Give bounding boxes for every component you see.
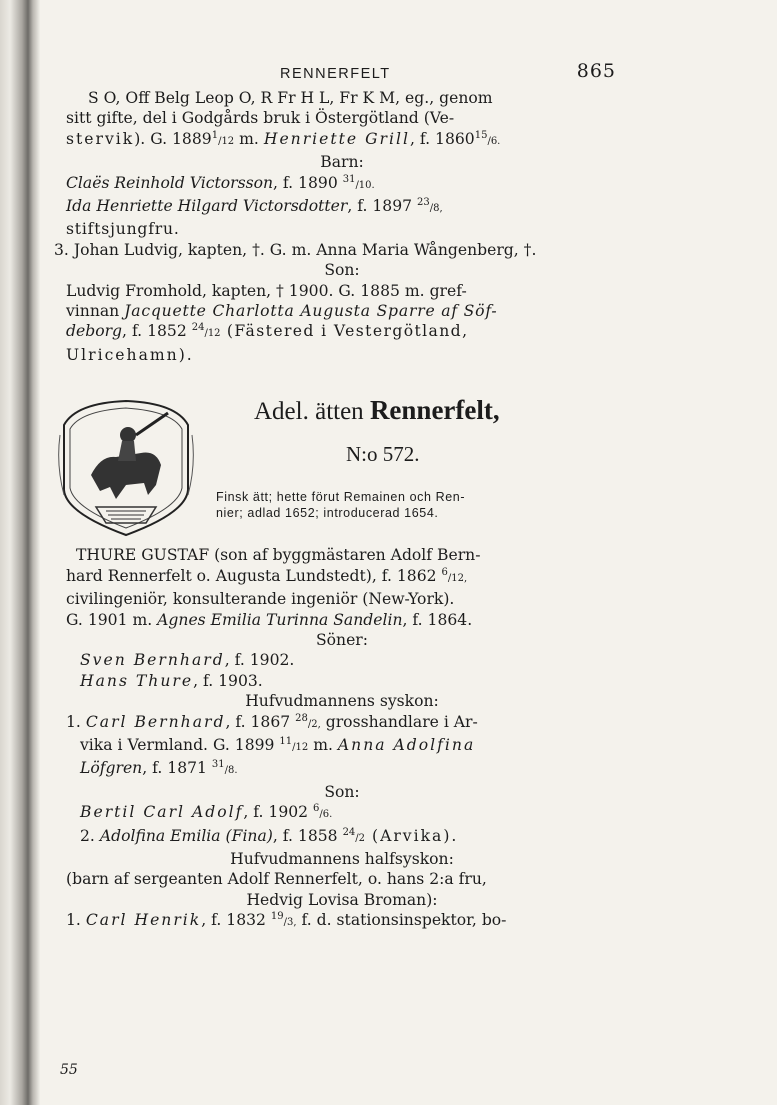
date-sub: /6. (319, 809, 333, 821)
subheading-barn: Barn: (320, 153, 364, 172)
date-sup: 31 (211, 759, 225, 771)
person-name: Bertil Carl Adolf (80, 803, 244, 822)
list-number: 2. (80, 826, 100, 845)
main-line (66, 610, 618, 630)
date-sup: 24 (342, 826, 356, 838)
intro-line (66, 129, 618, 152)
main-line: civilingeniör, konsulterande ingeniör (New-York). (66, 590, 455, 609)
text-fragment: m. (234, 129, 264, 148)
text-fragment: grosshandlare i Ar- (320, 712, 478, 731)
date-sub: /2 (355, 832, 366, 844)
date-sub: /8. (224, 765, 238, 777)
main-entry-section (66, 545, 618, 933)
text-fragment: , f. 1890 (273, 173, 343, 192)
date-sub: /8, (429, 203, 443, 215)
subheading-son: Son: (324, 261, 360, 280)
main-line: THURE GUSTAF (son af byggmästaren Adolf Bern- (76, 546, 481, 565)
person-name: Anna Adolfina (337, 735, 476, 754)
text-fragment: ). G. 1889 (134, 129, 212, 148)
family-note (216, 489, 616, 521)
text-fragment: , f. 1902 (243, 803, 314, 822)
text-fragment: f. d. stationsinspektor, bo- (296, 911, 507, 930)
text-fragment: , f. 1897 (347, 197, 417, 216)
grandson-entry (66, 802, 618, 825)
title-prefix: Adel. ätten (254, 398, 370, 426)
text-fragment: , f. 1852 (122, 322, 192, 341)
intro-line: sitt gifte, del i Godgårds bruk i Östergötland (Ve- (66, 109, 455, 128)
intro-section (66, 88, 618, 240)
running-title: RENNERFELT (280, 66, 391, 82)
entry-line (66, 301, 618, 321)
text-fragment: , f. 1871 (142, 759, 212, 778)
text-fragment: vika i Vermland. G. 1899 (80, 735, 280, 754)
family-name: Rennerfelt, (369, 395, 500, 426)
date-sup: 24 (191, 322, 205, 334)
half-sibling-intro: Hedvig Lovisa Broman): (246, 890, 438, 909)
person-name: Agnes Emilia Turinna Sandelin (157, 610, 403, 629)
page-header (66, 58, 618, 88)
son-entry (66, 671, 618, 691)
text-fragment: , f. 1903. (193, 671, 263, 690)
entry-line: Ulricehamn). (66, 345, 194, 364)
date-sup: 31 (342, 173, 356, 185)
entry-line: Ludvig Fromhold, kapten, † 1900. G. 1885 m. gref- (66, 281, 467, 300)
list-number: 1. (66, 911, 86, 930)
date-sub: /12 (204, 328, 221, 340)
sibling-entry (66, 826, 618, 849)
sibling-entry-continued (66, 758, 618, 781)
place-name: stervik (66, 129, 135, 148)
entry-line (66, 321, 618, 344)
child-entry (66, 173, 618, 196)
family-number: N:o 572. (346, 442, 420, 467)
person-name: Carl Henrik (85, 911, 202, 930)
main-line (66, 566, 618, 589)
text-fragment: , f. 1860 (409, 129, 475, 148)
child-entry (66, 196, 618, 219)
person-name: Claës Reinhold Victorsson (66, 173, 274, 192)
person-name: Löfgren (80, 759, 143, 778)
person-name: Hans Thure (80, 671, 194, 690)
text-fragment: vinnan (66, 302, 125, 321)
half-sibling-intro: (barn af sergeanten Adolf Rennerfelt, o. hans 2:a fru, (66, 870, 487, 889)
text-fragment: , f. 1832 (201, 911, 271, 930)
text-fragment: , f. 1867 (225, 712, 296, 731)
date-sup: 28 (295, 712, 308, 724)
date-sub: /12, (447, 572, 468, 584)
date-sup: 23 (417, 196, 430, 208)
date-sup: 6 (313, 802, 320, 814)
subheading-son: Son: (324, 782, 360, 801)
half-sibling-entry (66, 910, 618, 933)
person-name: deborg (66, 322, 123, 341)
text-fragment: , f. 1864. (402, 610, 473, 629)
subheading-halfsyskon: Hufvudmannens halfsyskon: (230, 849, 454, 868)
person-name: Jacquette Charlotta Augusta Sparre af Söf- (124, 302, 498, 321)
date-sub: /6. (487, 135, 501, 147)
text-fragment: , f. 1902. (224, 651, 295, 670)
book-binding-edge (0, 0, 40, 1105)
sibling-entry (66, 712, 618, 735)
person-name: Adolfina Emilia (Fina) (99, 826, 273, 845)
family-note-line: Finsk ätt; hette förut Remainen och Ren- (216, 490, 466, 505)
signature-mark: 55 (60, 1062, 78, 1078)
text-fragment: G. 1901 m. (66, 610, 158, 629)
family-title (254, 395, 500, 426)
entry-3-section (54, 240, 618, 365)
intro-line: S O, Off Belg Leop O, R Fr H L, Fr K M, eg., genom (88, 89, 493, 107)
date-sub: /12 (218, 135, 235, 147)
date-sup: 6 (441, 566, 448, 578)
subheading-syskon: Hufvudmannens syskon: (245, 692, 439, 711)
document-page (54, 58, 618, 1098)
family-note-line: nier; adlad 1652; introducerad 1654. (216, 506, 439, 521)
son-entry (66, 650, 618, 670)
person-name: Carl Bernhard (85, 712, 226, 731)
entry-line: 3. Johan Ludvig, kapten, †. G. m. Anna Maria Wångenberg, †. (54, 240, 537, 259)
child-entry-continued: stiftsjungfru. (66, 220, 180, 239)
person-name: Henriette Grill (263, 129, 410, 148)
person-name: Ida Henriette Hilgard Victorsdotter (66, 197, 348, 216)
date-sub: /2, (307, 718, 321, 730)
list-number: 1. (66, 712, 86, 731)
date-sup: 11 (279, 735, 293, 747)
date-sub: /10. (355, 179, 375, 191)
family-heading-block (66, 395, 618, 545)
page-number: 865 (576, 60, 616, 82)
date-sup: 1 (211, 129, 219, 141)
date-sub: /3, (283, 917, 297, 929)
text-fragment: , f. 1858 (272, 826, 343, 845)
subheading-soner: Söner: (315, 630, 369, 649)
text-fragment: hard Rennerfelt o. Augusta Lundstedt), f. 1862 (66, 566, 442, 585)
date-sup: 19 (270, 911, 284, 922)
date-sup: 15 (474, 129, 488, 141)
person-name: Sven Bernhard (80, 651, 225, 670)
date-sub: /12 (292, 741, 309, 753)
sibling-entry-continued (66, 735, 618, 758)
place-name: (Fästered i Vestergötland, (220, 322, 469, 341)
spacer (66, 365, 618, 395)
text-fragment: m. (308, 735, 338, 754)
coat-of-arms-icon (56, 395, 196, 540)
place-name: (Arvika). (365, 826, 459, 845)
